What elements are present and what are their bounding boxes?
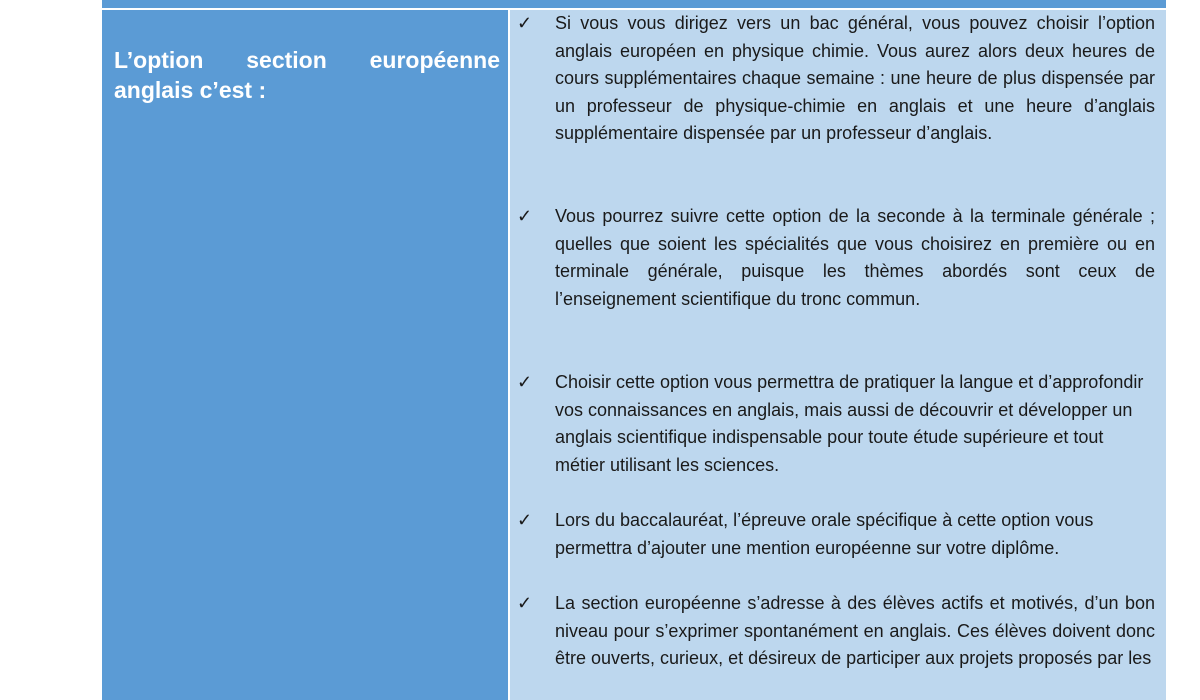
info-table xyxy=(102,0,1166,700)
bullet-text: La section européenne s’adresse à des élèves actifs et motivés, d’un bon niveau pour s’exprimer spontanément en anglais. Ces élèves doivent donc être ouverts, curieux, et désireux de participer aux projets proposés par les xyxy=(555,593,1155,668)
bullet-text: Si vous vous dirigez vers un bac général, vous pouvez choisir l’option anglais européen en physique chimie. Vous aurez alors deux heures de cours supplémentaires chaque semaine : une heure de plus dispensée par un professeur de physique-chimie en anglais et une heure d’anglais supplémentaire dispensée par un professeur d’anglais. xyxy=(555,13,1155,143)
bullet-text: Choisir cette option vous permettra de pratiquer la langue et d’approfondir vos connaissances en anglais, mais aussi de découvrir et développer un anglais scientifique indispensable pour toute étude supérieure et tout métier utilisant les sciences. xyxy=(555,372,1144,475)
section-heading: L’option section européenne anglais c’est : xyxy=(114,47,500,103)
label-cell xyxy=(102,10,508,700)
bullet-item xyxy=(517,203,1155,313)
checkmark-icon: ✓ xyxy=(517,206,533,226)
previous-row-strip xyxy=(102,0,1166,10)
bullet-item xyxy=(517,10,1155,148)
content-cell xyxy=(510,10,1166,700)
bullet-text: Vous pourrez suivre cette option de la seconde à la terminale générale ; quelles que soient les spécialités que vous choisirez en première ou en terminale générale, puisque les thèmes abordés sont ceux de l’enseignement scientifique du tronc commun. xyxy=(555,206,1155,309)
bullet-item xyxy=(517,369,1155,479)
checkmark-icon: ✓ xyxy=(517,510,533,530)
bullet-item xyxy=(517,507,1155,562)
bullet-text: Lors du baccalauréat, l’épreuve orale spécifique à cette option vous permettra d’ajouter une mention européenne sur votre diplôme. xyxy=(555,510,1094,558)
checkmark-icon: ✓ xyxy=(517,372,533,392)
checkmark-icon: ✓ xyxy=(517,13,533,33)
checkmark-icon: ✓ xyxy=(517,593,533,613)
bullet-item xyxy=(517,590,1155,673)
